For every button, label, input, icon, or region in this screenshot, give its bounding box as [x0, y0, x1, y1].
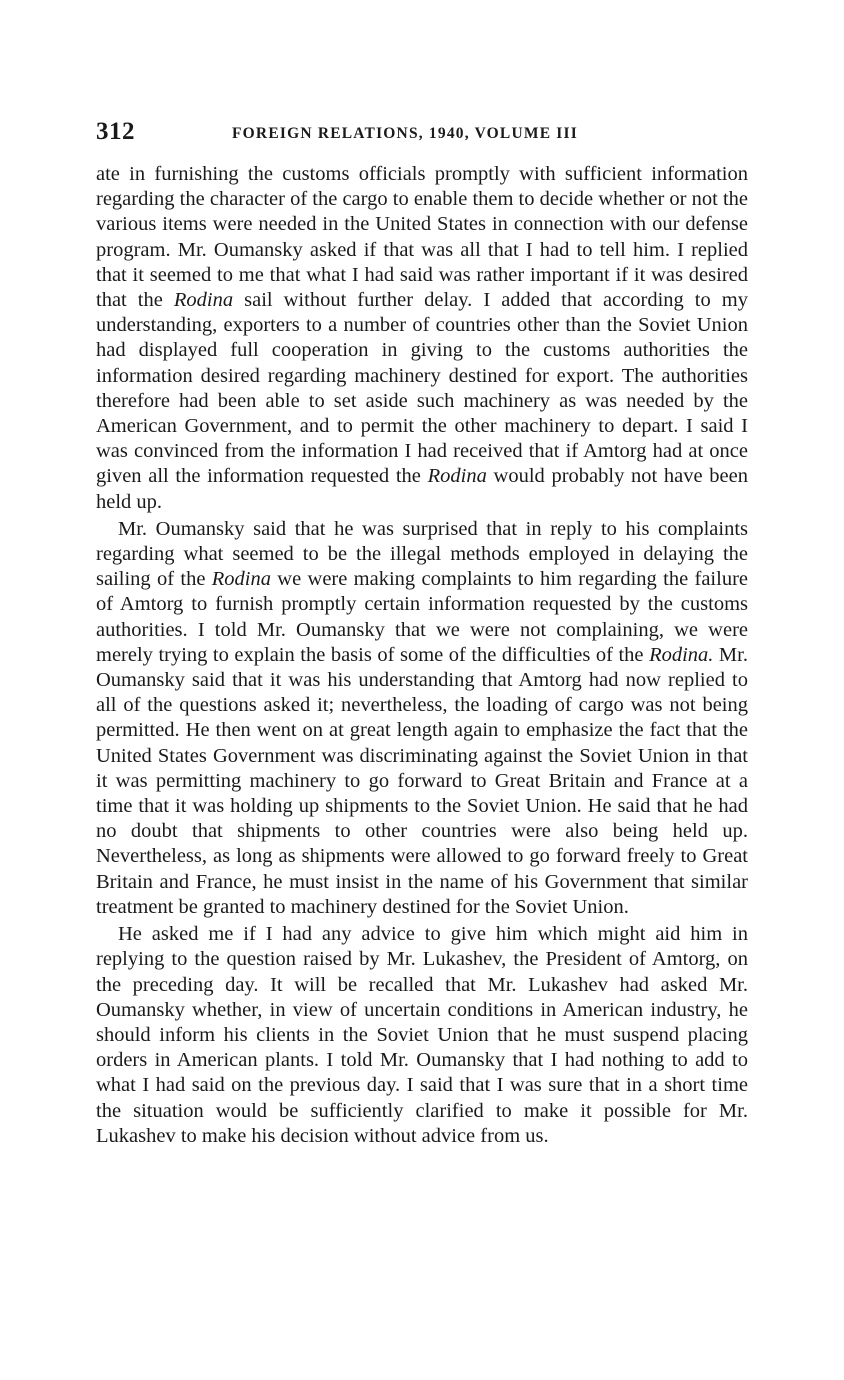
paragraph-1	[96, 162, 748, 515]
paragraph-1-text-c: would probably not have been held up.	[96, 465, 748, 513]
ship-name-rodina: Rodina	[173, 289, 234, 312]
paragraph-2-text-b: we were making complaints to him regarding the failure of Amtorg to furnish promptly certain information requested by the customs authorities. I told Mr. Oumansky that we were not complaining, we were merely trying to explain the basis of some of the difficulties of the	[96, 568, 748, 666]
paragraph-2-text-a: Mr. Oumansky said that he was surprised that in reply to his complaints regarding what seemed to be the illegal methods employed in delaying the sailing of the	[96, 517, 748, 591]
paragraph-3: He asked me if I had any advice to give him which might aid him in replying to the question raised by Mr. Lukashev, the President of Amtorg, on the preceding day. It will be recalled that Mr. Lukashev had asked Mr. Oumansky whether, in view of uncertain conditions in American industry, he should inform his clients in the Soviet Union that he must suspend placing orders in American plants. I told Mr. Oumansky that I had nothing to add to what I had said on the previous day. I said that I was sure that in a short time the situation would be sufficiently clarified to make it possible for Mr. Lukashev to make his decision without advice from us.	[96, 923, 748, 1147]
paragraph-2	[96, 517, 748, 920]
paragraph-1-text-b: sail without further delay. I added that according to my understanding, exporters to a number of countries other than the Soviet Union had displayed full cooperation in giving to the customs authorities the information desired regarding machinery destined for export. The authorities therefore had been able to set aside such machinery as was needed by the American Government, and to permit the other machinery to depart. I said I was convinced from the information I had received that if Amtorg had at once given all the information requested the	[96, 289, 748, 488]
running-header	[96, 118, 748, 150]
ship-name-rodina: Rodina	[427, 465, 487, 488]
running-title: FOREIGN RELATIONS, 1940, VOLUME III	[232, 125, 578, 142]
ship-name-rodina: Rodina.	[649, 643, 714, 666]
page-number: 312	[96, 118, 135, 145]
paragraph-1-text-a: ate in furnishing the customs officials promptly with sufficient information regarding the character of the cargo to enable them to decide whether or not the various items were needed in the United States in connection with our defense program. Mr. Oumansky asked if that was all that I had to tell him. I replied that it seemed to me that what I had said was rather important if it was desired that the	[96, 163, 748, 312]
document-page	[96, 118, 748, 1149]
ship-name-rodina: Rodina	[211, 568, 271, 591]
body-text	[96, 162, 748, 1149]
paragraph-2-text-c: Mr. Oumansky said that it was his understanding that Amtorg had now replied to all of the questions asked it; nevertheless, the loading of cargo was not being permitted. He then went on at great length again to emphasize the fact that the United States Government was discriminating against the Soviet Union in that it was permitting machinery to go forward to Great Britain and France at a time that it was holding up shipments to the Soviet Union. He said that he had no doubt that shipments to other countries were also being held up. Nevertheless, as long as shipments were allowed to go forward freely to Great Britain and France, he must insist in the name of his Government that similar treatment be granted to machinery destined for the Soviet Union.	[96, 643, 748, 918]
